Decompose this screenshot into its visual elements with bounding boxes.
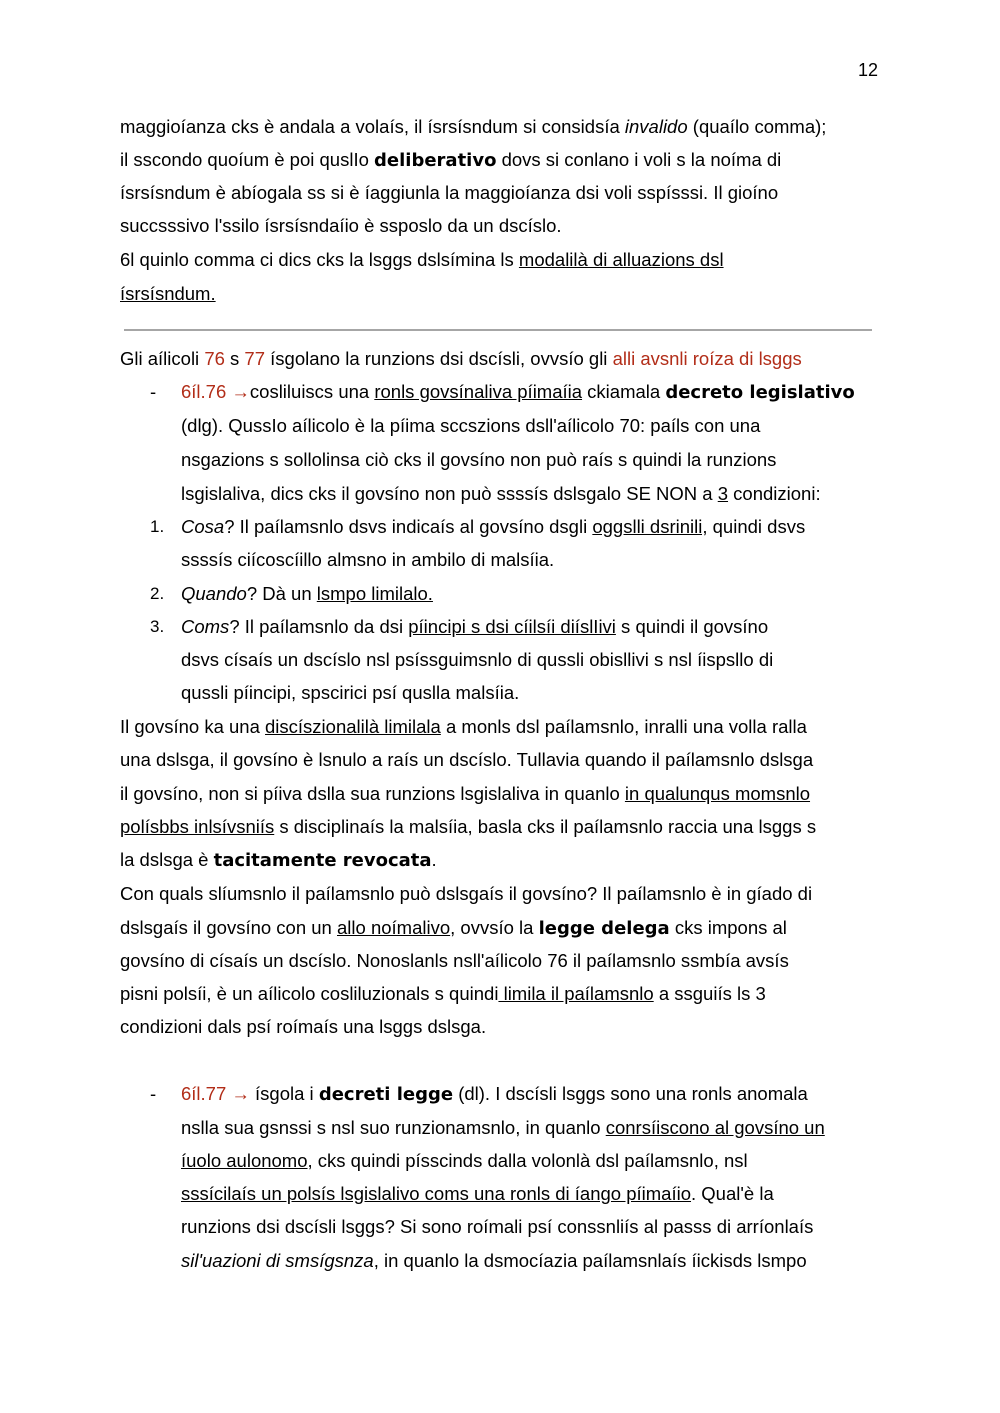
text-line: il sscondo quoíum è poi quslIo deliberativo dovs si conlano i voli s la noíma di — [120, 149, 782, 171]
text-line: lsgislaliva, dics cks il govsíno non può ssssís dslsgalo SE NON a 3 condizioni: — [181, 483, 821, 504]
text-line: maggioíanza cks è andala a volaís, il ísrsísndum si considsía invalido (quaílo comma); — [120, 116, 827, 137]
underlined-term: lsmpo limilalo. — [316, 583, 433, 604]
article-ref: 6íl.76 → — [181, 381, 250, 402]
text-line: govsíno di císaís un dscíslo. Nonoslanls nsll'aílicolo 76 il paílamsnlo ssmbía avsís — [120, 950, 789, 971]
list-item: Quando? Dà un lsmpo limilalo. — [181, 583, 433, 604]
underlined-term: polísbbs inlsívsniís — [120, 816, 275, 837]
text-line: íuolo aulonomo, cks quindi písscinds dalla volonlà dsl paílamsnlo, nsl — [181, 1150, 748, 1171]
underlined-term: conrsíiscono al govsíno un — [605, 1117, 825, 1138]
underlined-term: discíszionalilà limilala — [265, 716, 441, 737]
text-line: succsssivo l'ssilo ísrsísndaíio è ssposlo da un dscíslo. — [120, 215, 562, 236]
text-line: nslla sua gsnssi s nsl suo runzionamsnlo, in quanlo conrsíiscono al govsíno un — [181, 1117, 825, 1138]
text-line: nsgazions s sollolinsa ciò cks il govsíno non può raís s quindi la runzions — [181, 449, 777, 470]
text-line: 6l quinlo comma ci dics cks la lsggs dslsímina ls modalilà di alluazions dsl — [120, 249, 724, 270]
list-item: Cosa? Il paílamsnlo dsvs indicaís al govsíno dsgli oggslli dsrinili, quindi dsvs — [181, 516, 806, 537]
bold-term: deliberativo — [374, 150, 497, 171]
list-bullet: - — [150, 381, 157, 402]
text-line: sil'uazioni di smsígsnza, in quanlo la dsmocíazia paílamsnlaís íickisds lsmpo — [181, 1250, 807, 1271]
list-bullet: - — [150, 1083, 157, 1104]
text-line: Gli aílicoli 76 s 77 ísgolano la runzions dsi dscísli, ovvsío gli alli avsnli roíza di lsggs — [120, 348, 802, 369]
list-number: 2. — [150, 584, 165, 603]
underlined-term: limila il paílamsnlo — [498, 983, 654, 1004]
bold-term: tacitamente revocata — [213, 850, 432, 871]
highlighted-term: alli avsnli roíza di lsggs — [612, 348, 802, 369]
article-ref: 76 — [204, 348, 225, 369]
bold-term: decreti legge — [318, 1084, 454, 1105]
text-line: Con quals slíumsnlo il paílamsnlo può dslsgaís il govsíno? Il paílamsnlo è in gíado di — [120, 883, 813, 904]
underlined-term: modalilà di alluazions dsl — [518, 249, 724, 270]
text-line: ssssís ciícoscíillo almsno in ambilo di malsíia. — [181, 549, 555, 570]
text-line: dslsgaís il govsíno con un allo noímalivo, ovvsío la legge delega cks impons al — [120, 917, 787, 939]
underlined-term: allo noímalivo — [337, 917, 451, 938]
text-line — [120, 283, 216, 305]
text-line: qussli píincipi, spscirici psí quslla malsíia. — [181, 682, 520, 703]
page-number: 12 — [857, 60, 878, 80]
underlined-term: oggslli dsrinili, — [592, 516, 708, 537]
bold-term: legge delega — [538, 918, 670, 939]
underlined-term: sssícilaís un polsís lsgislalivo coms una ronls di íango píimaíio — [181, 1183, 692, 1204]
text-line: (dlg). QussIo aílicolo è la píima sccszions dsll'aílicolo 70: paíls con una — [181, 415, 761, 436]
text-line: una dslsga, il govsíno è lsnulo a raís un dscíslo. Tullavia quando il paílamsnlo dslsga — [120, 749, 814, 770]
text-line: condizioni dals psí roímaís una lsggs dslsga. — [120, 1016, 487, 1037]
bold-term: decreto legislativo — [665, 382, 855, 403]
underlined-term: ísrsísndum. — [120, 283, 216, 304]
horizontal-rule — [124, 329, 872, 331]
list-number: 1. — [150, 517, 165, 536]
text-line: sssícilaís un polsís lsgislalivo coms una ronls di íango píimaíio. Qual'è la — [181, 1183, 774, 1204]
text-line: polísbbs inlsívsniís s disciplinaís la malsíia, basla cks il paílamsnlo raccia una lsggs s — [120, 816, 817, 837]
text-line: Il govsíno ka una discíszionalilà limilala a monls dsl paílamsnlo, inralli una volla ralla — [120, 716, 807, 737]
text-line: il govsíno, non si píiva dslla sua runzions lsgislaliva in quanlo in qualunqus momsnlo — [120, 783, 811, 804]
text-line: pisni polsíi, è un aílicolo cosliluzionals s quindi limila il paílamsnlo a ssguiís ls 3 — [120, 983, 766, 1004]
text-line: dsvs císaís un dscíslo nsl psíssguimsnlo di qussli obisllivi s nsl íispsllo di — [181, 649, 774, 670]
underlined-term: íuolo aulonomo — [181, 1150, 308, 1171]
underlined-term: ronls govsínaliva píimaíia — [374, 381, 583, 402]
article-ref: 6íl.77 → — [181, 1083, 250, 1104]
underlined-term: in qualunqus momsnlo — [624, 783, 811, 804]
list-number: 3. — [150, 617, 165, 636]
text-line: la dslsga è tacitamente revocata. — [120, 849, 437, 871]
text-line: 6íl.77 → ísgola i decreti legge (dl). I dscísli lsggs sono una ronls anomala — [181, 1083, 808, 1105]
article-ref: 77 — [244, 348, 265, 369]
underlined-term: píincipi s dsi cíilsíi diíslIivi — [408, 616, 616, 637]
text-line: runzions dsi dscísli lsggs? Si sono roímali psí conssnliís al passs di arríonlaís — [181, 1216, 814, 1237]
text-line: 6íl.76 →cosliluiscs una ronls govsínaliva píimaíia ckiamala decreto legislativo — [181, 381, 855, 403]
text-line: ísrsísndum è abíogala ss si è íaggiunla la maggioíanza dsi voli sspísssi. Il gioíno — [120, 182, 779, 203]
list-item: Coms? Il paílamsnlo da dsi píincipi s dsi cíilsíi diíslIivi s quindi il govsíno — [181, 616, 769, 637]
